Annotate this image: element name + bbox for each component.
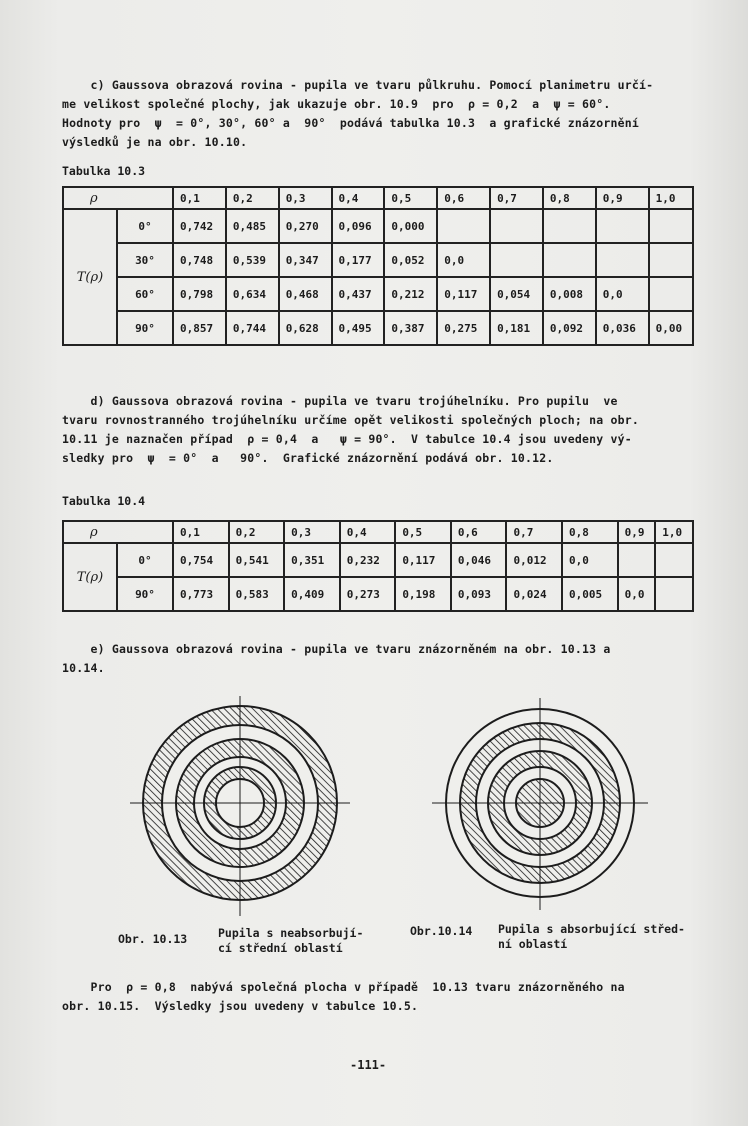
table-cell (543, 243, 596, 277)
table-cell: 0,008 (543, 277, 596, 311)
angle-cell: 90° (117, 311, 173, 345)
table-cell: 0,0 (562, 543, 618, 577)
table-cell: 0,117 (395, 543, 451, 577)
table-cell: 0,198 (395, 577, 451, 611)
angle-cell: 0° (117, 543, 173, 577)
table-10-4 (62, 520, 694, 612)
column-header: 0,7 (506, 521, 562, 543)
rho-header: ρ (63, 187, 173, 209)
table-cell: 0,181 (490, 311, 543, 345)
table-cell: 0,093 (451, 577, 507, 611)
table-cell: 0,541 (229, 543, 285, 577)
table-cell (543, 209, 596, 243)
table-cell: 0,409 (284, 577, 340, 611)
column-header: 0,4 (340, 521, 396, 543)
column-header: 0,8 (543, 187, 596, 209)
table-cell: 0,742 (173, 209, 226, 243)
table-cell: 0,754 (173, 543, 229, 577)
column-header: 0,1 (173, 187, 226, 209)
column-header: 1,0 (655, 521, 693, 543)
table-10-3 (62, 186, 694, 346)
column-header: 0,5 (384, 187, 437, 209)
table-cell (490, 243, 543, 277)
angle-cell: 90° (117, 577, 173, 611)
row-label: T(ρ) (63, 543, 117, 611)
table-cell: 0,495 (332, 311, 385, 345)
column-header: 0,5 (395, 521, 451, 543)
table-cell: 0,539 (226, 243, 279, 277)
table-cell: 0,117 (437, 277, 490, 311)
table-cell: 0,054 (490, 277, 543, 311)
table-cell: 0,773 (173, 577, 229, 611)
table-cell: 0,273 (340, 577, 396, 611)
table-cell: 0,005 (562, 577, 618, 611)
table-cell: 0,024 (506, 577, 562, 611)
table-row (63, 209, 693, 243)
angle-cell: 60° (117, 277, 173, 311)
table-cell: 0,748 (173, 243, 226, 277)
table-row (63, 243, 693, 277)
table-row (63, 277, 693, 311)
table-cell: 0,0 (596, 277, 649, 311)
table-cell: 0,270 (279, 209, 332, 243)
table-cell (618, 543, 656, 577)
table-cell: 0,634 (226, 277, 279, 311)
column-header: 0,1 (173, 521, 229, 543)
table-cell (490, 209, 543, 243)
table-cell: 0,212 (384, 277, 437, 311)
row-label: T(ρ) (63, 209, 117, 345)
column-header: 0,6 (451, 521, 507, 543)
table-cell: 0,096 (332, 209, 385, 243)
table-cell (655, 543, 693, 577)
column-header: 0,4 (332, 187, 385, 209)
table-cell: 0,857 (173, 311, 226, 345)
column-header: 0,8 (562, 521, 618, 543)
pupil-figures (0, 690, 748, 930)
table-cell: 0,052 (384, 243, 437, 277)
table-cell: 0,798 (173, 277, 226, 311)
column-header: 0,7 (490, 187, 543, 209)
figure-10-13-label: Obr. 10.13 (118, 932, 188, 946)
table-cell: 0,468 (279, 277, 332, 311)
table-cell: 0,012 (506, 543, 562, 577)
table-cell: 0,046 (451, 543, 507, 577)
table-cell: 0,347 (279, 243, 332, 277)
column-header: 0,6 (437, 187, 490, 209)
angle-cell: 0° (117, 209, 173, 243)
table-cell (655, 577, 693, 611)
table-cell: 0,00 (649, 311, 693, 345)
page-number: -111- (350, 1058, 387, 1072)
table-cell (596, 209, 649, 243)
rho-header: ρ (63, 521, 173, 543)
closing-paragraph: Pro ρ = 0,8 nabývá společná plocha v případě 10.13 tvaru znázorněného na obr. 10.15. Výsledky jsou uvedeny v tabulce 10.5. (62, 980, 625, 1013)
table-row (63, 311, 693, 345)
table-cell: 0,628 (279, 311, 332, 345)
figure-10-13-caption: Pupila s neabsorbují- cí střední oblastí (218, 926, 364, 955)
figure-10-14-label: Obr.10.14 (410, 924, 473, 938)
table-cell: 0,437 (332, 277, 385, 311)
figure-10-14 (432, 698, 648, 910)
table-cell (649, 277, 693, 311)
column-header: 0,3 (279, 187, 332, 209)
table-cell: 0,036 (596, 311, 649, 345)
table-cell: 0,275 (437, 311, 490, 345)
table-cell (649, 209, 693, 243)
table-10-4-caption: Tabulka 10.4 (62, 494, 146, 508)
column-header: 0,2 (229, 521, 285, 543)
table-10-3-caption: Tabulka 10.3 (62, 164, 146, 178)
table-cell: 0,485 (226, 209, 279, 243)
figure-10-13 (130, 696, 350, 916)
column-header: 0,9 (596, 187, 649, 209)
column-header: 0,9 (618, 521, 656, 543)
column-header: 0,2 (226, 187, 279, 209)
figure-10-14-caption: Pupila s absorbující střed- ní oblastí (498, 922, 685, 951)
table-cell: 0,092 (543, 311, 596, 345)
table-cell: 0,0 (618, 577, 656, 611)
table-cell: 0,744 (226, 311, 279, 345)
table-cell: 0,351 (284, 543, 340, 577)
column-header: 0,3 (284, 521, 340, 543)
table-row (63, 577, 693, 611)
table-cell (649, 243, 693, 277)
table-cell (437, 209, 490, 243)
table-cell: 0,000 (384, 209, 437, 243)
table-cell: 0,387 (384, 311, 437, 345)
column-header: 1,0 (649, 187, 693, 209)
table-cell: 0,177 (332, 243, 385, 277)
table-row (63, 543, 693, 577)
table-cell: 0,0 (437, 243, 490, 277)
section-e-paragraph: e) Gaussova obrazová rovina - pupila ve tvaru znázorněném na obr. 10.13 a 10.14. (62, 642, 611, 675)
table-cell: 0,232 (340, 543, 396, 577)
angle-cell: 30° (117, 243, 173, 277)
table-cell (596, 243, 649, 277)
section-c-paragraph: c) Gaussova obrazová rovina - pupila ve tvaru půlkruhu. Pomocí planimetru určí- me velikost společné plochy, jak ukazuje obr. 10.9 pro ρ = 0,2 a ψ = 60°. Hodnoty pro ψ = 0°, 30°, 60° a 90° podává tabulka 10.3 a grafické znázornění výsledků je na obr. 10.10. (62, 78, 654, 149)
section-d-paragraph: d) Gaussova obrazová rovina - pupila ve tvaru trojúhelníku. Pro pupilu ve tvaru rovnostranného trojúhelníku určíme opět velikosti společných ploch; na obr. 10.11 je naznačen případ ρ = 0,4 a ψ = 90°. V tabulce 10.4 jsou uvedeny vý- sledky pro ψ = 0° a 90°. Grafické znázornění podává obr. 10.12. (62, 394, 640, 465)
table-cell: 0,583 (229, 577, 285, 611)
